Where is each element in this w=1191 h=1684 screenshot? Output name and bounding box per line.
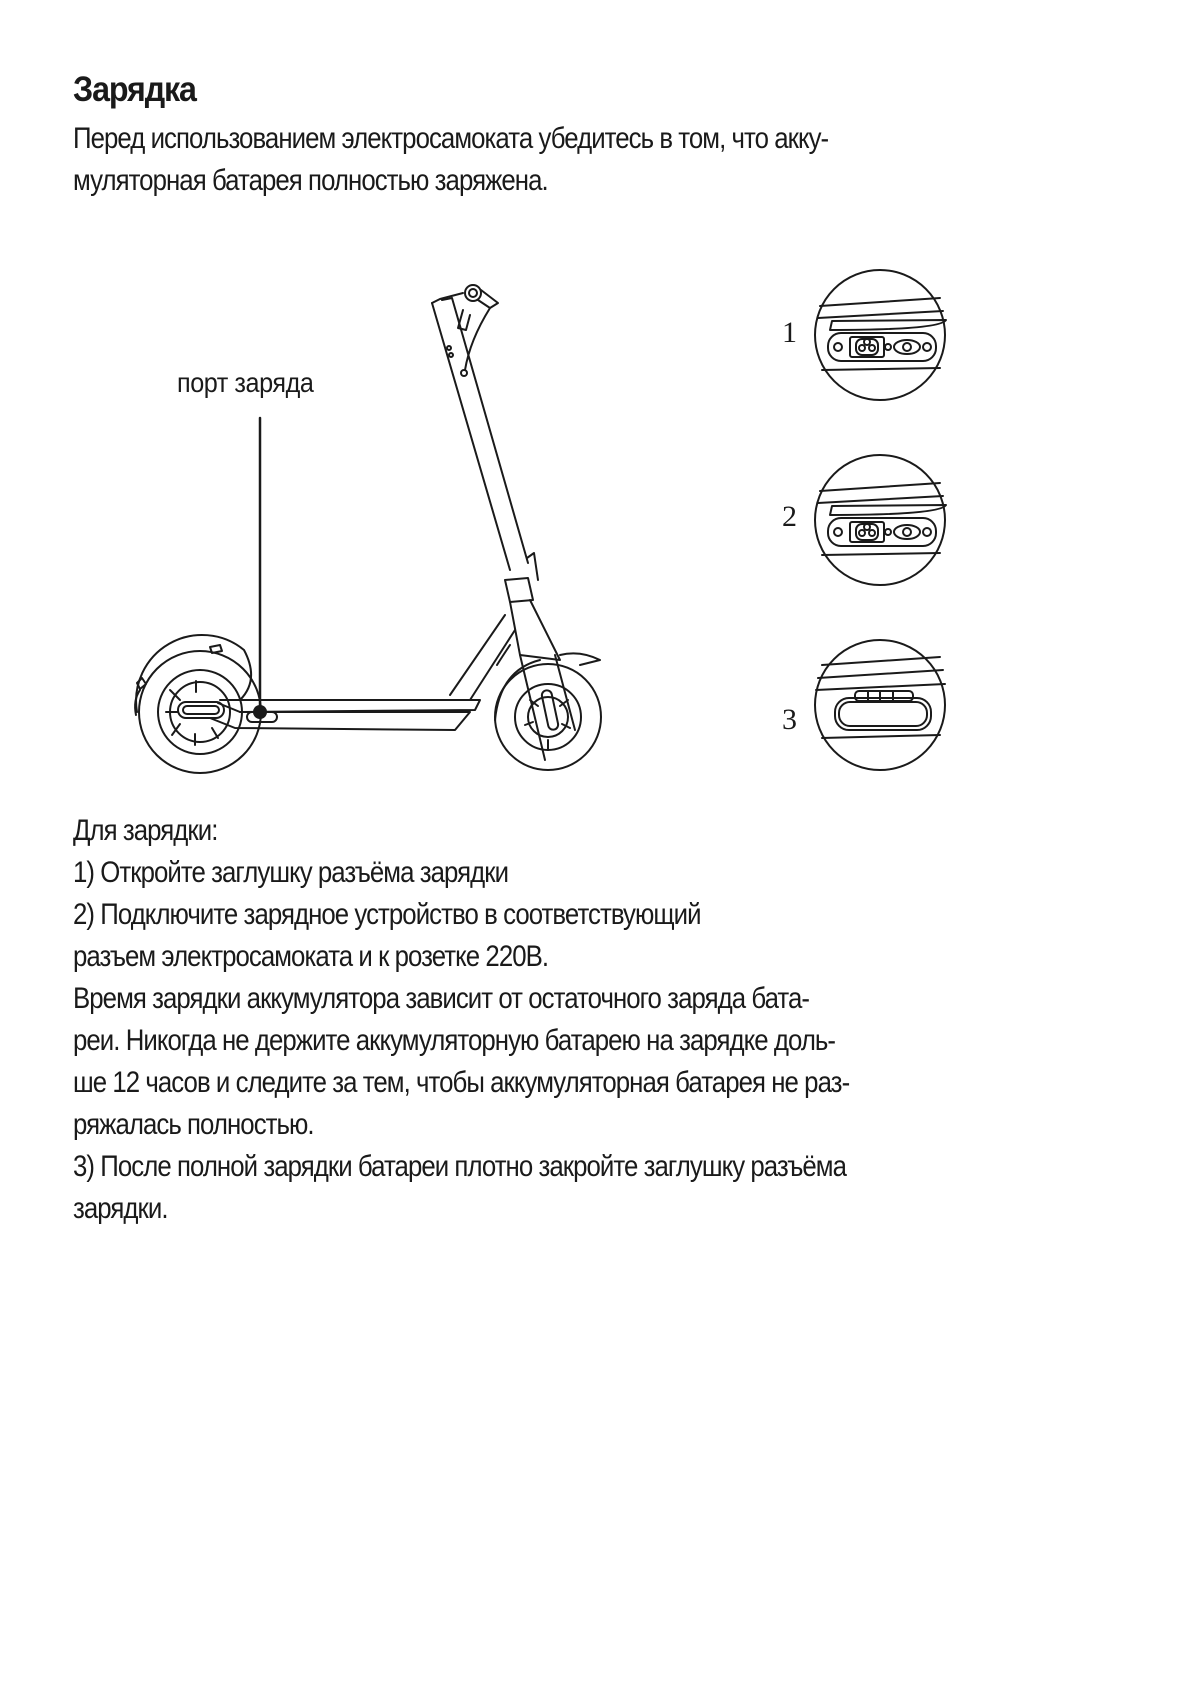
deck-icon	[210, 700, 480, 730]
instruction-line: разъем электросамоката и к розетке 220В.	[73, 940, 549, 973]
rear-wheel-icon	[135, 635, 261, 773]
instruction-line: 1) Откройте заглушку разъёма зарядки	[73, 856, 509, 889]
instruction-line: 3) После полной зарядки батареи плотно закройте заглушку разъёма	[73, 1150, 847, 1183]
front-wheel-icon	[495, 653, 601, 770]
step-number-2: 2	[782, 500, 797, 533]
step-number-3: 3	[782, 703, 797, 736]
intro-line: Перед использованием электросамоката убедитесь в том, что акку-	[73, 122, 829, 155]
instruction-line: Время зарядки аккумулятора зависит от остаточного заряда бата-	[73, 982, 810, 1015]
charging-port-label: порт заряда	[177, 367, 314, 398]
instruction-line: ше 12 часов и следите за тем, чтобы аккумуляторная батарея не раз-	[73, 1066, 850, 1099]
instruction-line: 2) Подключите зарядное устройство в соответствующий	[73, 898, 701, 931]
intro-line: муляторная батарея полностью заряжена.	[73, 164, 548, 197]
detail-cover-closed-icon	[815, 640, 945, 770]
charging-instructions	[73, 810, 849, 1230]
step-number-1: 1	[782, 316, 797, 349]
instruction-line: зарядки.	[73, 1192, 168, 1225]
instruction-line: Для зарядки:	[73, 814, 218, 847]
detail-port-open-icon	[815, 270, 946, 400]
instruction-line: реи. Никогда не держите аккумуляторную батарею на зарядке доль-	[73, 1024, 836, 1057]
instruction-line: ряжалась полностью.	[73, 1108, 314, 1141]
detail-plug-inserted-icon	[815, 455, 946, 585]
charging-port-marker	[253, 705, 267, 719]
page-title: Зарядка	[73, 70, 196, 109]
